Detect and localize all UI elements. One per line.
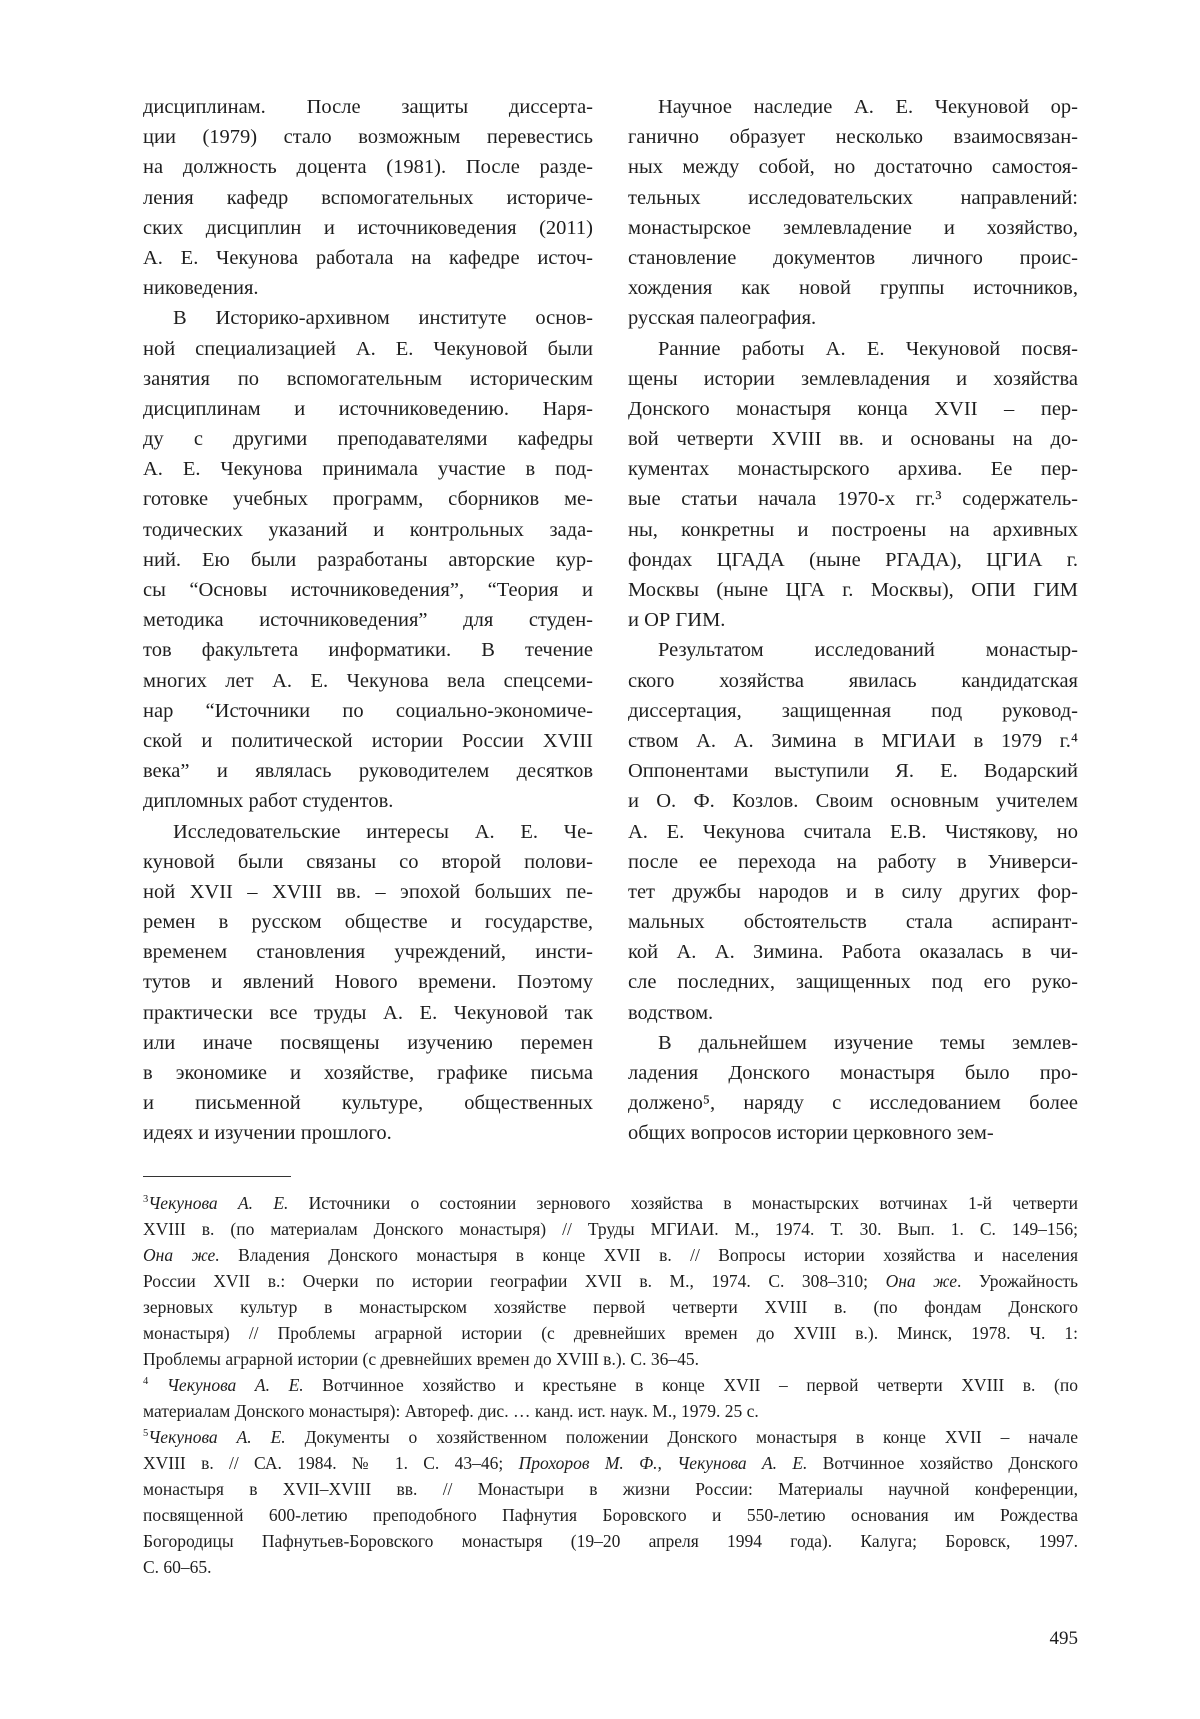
footnote-text: России XVII в.: Очерки по истории географии XVII в. М., 1974. С. 308–310; [143,1271,886,1291]
paragraph [143,92,593,303]
text-line: фондах ЦГАДА (ныне РГАДА), ЦГИА г. [628,545,1078,575]
paragraph [628,92,1078,334]
text-line: тет дружбы народов и в силу других фор- [628,877,1078,907]
author-name: Она же [886,1271,957,1291]
footnote-line [143,1476,1078,1502]
footnote-line [143,1398,1078,1424]
text-line: мальных обстоятельств стала аспирант- [628,907,1078,937]
footnote-text: монастыря) // Проблемы аграрной истории (с древнейших времен до XVIII в.). Минск, 1978. Ч. 1: [143,1323,1078,1343]
text-line: после ее перехода на работу в Универси- [628,847,1078,877]
text-line: ных между собой, но достаточно самостоя- [628,152,1078,182]
paragraph [143,817,593,1149]
footnote-text: Владения Донского монастыря в конце XVII в. // Вопросы истории хозяйства и населения [220,1245,1078,1265]
text-line: ны, конкретны и построены на архивных [628,515,1078,545]
text-line: ду с другими преподавателями кафедры [143,424,593,454]
text-line: на должность доцента (1981). После разде- [143,152,593,182]
text-line: Ранние работы А. Е. Чекуновой посвя- [628,334,1078,364]
text-line: дипломных работ студентов. [143,786,593,816]
text-line: дисциплинам и источниковедению. Наря- [143,394,593,424]
text-line: становление документов личного проис- [628,243,1078,273]
text-line: ганично образует несколько взаимосвязан- [628,122,1078,152]
footnote-separator [143,1176,291,1177]
text-line: водством. [628,998,1078,1028]
text-line: должено⁵, наряду с исследованием более [628,1088,1078,1118]
paragraph [628,635,1078,1027]
paragraph [628,334,1078,636]
text-line: хождения как новой группы источников, [628,273,1078,303]
text-column-right [628,92,1078,1149]
text-line: ством А. А. Зимина в МГИАИ в 1979 г.⁴ [628,726,1078,756]
footnote-number: 5 [143,1428,148,1439]
text-line: временем становления учреждений, инсти- [143,937,593,967]
author-name: Чекунова А. Е. [148,1427,285,1447]
text-line: вые статьи начала 1970-х гг.³ содержатель- [628,484,1078,514]
footnote-text: С. 60–65. [143,1557,212,1577]
footnote-text: материалам Донского монастыря): Автореф. дис. … канд. ист. наук. М., 1979. 25 с. [143,1401,759,1421]
author-name: Прохоров М. Ф., Чекунова А. Е. [519,1453,808,1473]
page-number: 495 [1050,1628,1079,1650]
text-line: монастырское землевладение и хозяйство, [628,213,1078,243]
paragraph [143,303,593,816]
footnote-text: Документы о хозяйственном положении Донского монастыря в конце XVII – начале [286,1427,1078,1447]
text-line: ладения Донского монастыря было про- [628,1058,1078,1088]
footnote-line [143,1242,1078,1268]
text-line: Москвы (ныне ЦГА г. Москвы), ОПИ ГИМ [628,575,1078,605]
text-line: готовке учебных программ, сборников ме- [143,484,593,514]
footnote-text: зерновых культур в монастырском хозяйстве первой четверти XVIII в. (по фондам Донского [143,1297,1078,1317]
footnote-text: монастыря в XVII–XVIII вв. // Монастыри в жизни России: Материалы научной конференции, [143,1479,1078,1499]
text-line: никоведения. [143,273,593,303]
text-column-left [143,92,593,1149]
text-line: занятия по вспомогательным историческим [143,364,593,394]
footnote-line [143,1528,1078,1554]
author-name: Чекунова А. Е. [148,1193,288,1213]
text-line: кой А. А. Зимина. Работа оказалась в чи- [628,937,1078,967]
text-line: ского хозяйства явилась кандидатская [628,666,1078,696]
text-line: ной XVII – XVIII вв. – эпохой больших пе- [143,877,593,907]
text-line: Оппонентами выступили Я. Е. Водарский [628,756,1078,786]
footnote-number: 4 [143,1376,148,1387]
footnote-line [143,1320,1078,1346]
text-line: ления кафедр вспомогательных историче- [143,183,593,213]
text-line: века” и являлась руководителем десятков [143,756,593,786]
text-line: ских дисциплин и источниковедения (2011) [143,213,593,243]
text-line: сле последних, защищенных под его руко- [628,967,1078,997]
footnotes [143,1190,1078,1580]
text-line: и ОР ГИМ. [628,605,1078,635]
footnote-text: посвященной 600-летию преподобного Пафнутия Боровского и 550-летию основания им Рождества [143,1505,1078,1525]
text-line: кументах монастырского архива. Ее пер- [628,454,1078,484]
footnote-text: XVIII в. // СА. 1984. № 1. С. 43–46; [143,1453,519,1473]
text-line: куновой были связаны со второй полови- [143,847,593,877]
text-line: сы “Основы источниковедения”, “Теория и [143,575,593,605]
text-line: А. Е. Чекунова работала на кафедре источ- [143,243,593,273]
text-line: А. Е. Чекунова принимала участие в под- [143,454,593,484]
footnote-line [143,1450,1078,1476]
text-line: диссертация, защищенная под руковод- [628,696,1078,726]
footnote-line [143,1424,1078,1450]
text-line: Научное наследие А. Е. Чекуновой ор- [628,92,1078,122]
footnote-text: XVIII в. (по материалам Донского монастыря) // Труды МГИАИ. М., 1974. Т. 30. Вып. 1. С. 149–156; [143,1219,1078,1239]
text-line: Исследовательские интересы А. Е. Че- [143,817,593,847]
text-line: методика источниковедения” для студен- [143,605,593,635]
footnote-line [143,1346,1078,1372]
footnote-line [143,1502,1078,1528]
paragraph [628,1028,1078,1149]
footnote-line [143,1216,1078,1242]
footnote-text: Богородицы Пафнутьев-Боровского монастыря (19–20 апреля 1994 года). Калуга; Боровск, 1997. [143,1531,1078,1551]
text-line: ремен в русском обществе и государстве, [143,907,593,937]
footnote-line [143,1372,1078,1398]
text-line: тутов и явлений Нового времени. Поэтому [143,967,593,997]
author-name: Чекунова А. Е. [148,1375,303,1395]
text-line: А. Е. Чекунова считала Е.В. Чистякову, но [628,817,1078,847]
text-line: ний. Ею были разработаны авторские кур- [143,545,593,575]
text-line: ской и политической истории России XVIII [143,726,593,756]
author-name: Она же. [143,1245,220,1265]
footnote-text: . Урожайность [957,1271,1078,1291]
text-line: ции (1979) стало возможным перевестись [143,122,593,152]
footnote-text: Вотчинное хозяйство Донского [807,1453,1078,1473]
text-line: многих лет А. Е. Чекунова вела спецсеми- [143,666,593,696]
footnote-text: Проблемы аграрной истории (с древнейших времен до XVIII в.). С. 36–45. [143,1349,699,1369]
text-line: В дальнейшем изучение темы землев- [628,1028,1078,1058]
footnote-line [143,1190,1078,1216]
text-line: вой четверти XVIII вв. и основаны на до- [628,424,1078,454]
text-line: в экономике и хозяйстве, графике письма [143,1058,593,1088]
text-line: практически все труды А. Е. Чекуновой так [143,998,593,1028]
text-line: тодических указаний и контрольных зада- [143,515,593,545]
footnote-line [143,1268,1078,1294]
text-line: щены истории землевладения и хозяйства [628,364,1078,394]
text-line: Донского монастыря конца XVII – пер- [628,394,1078,424]
text-line: В Историко-архивном институте основ- [143,303,593,333]
footnote-text: Вотчинное хозяйство и крестьяне в конце XVII – первой четверти XVIII в. (по [304,1375,1078,1395]
text-line: тов факультета информатики. В течение [143,635,593,665]
text-line: идеях и изучении прошлого. [143,1118,593,1148]
text-line: русская палеография. [628,303,1078,333]
text-line: общих вопросов истории церковного зем- [628,1118,1078,1148]
text-line: или иначе посвящены изучению перемен [143,1028,593,1058]
text-line: нар “Источники по социально-экономиче- [143,696,593,726]
footnote-line [143,1294,1078,1320]
text-line: и письменной культуре, общественных [143,1088,593,1118]
footnote-line [143,1554,1078,1580]
footnote-text: Источники о состоянии зернового хозяйства в монастырских вотчинах 1-й четверти [288,1193,1078,1213]
text-line: и О. Ф. Козлов. Своим основным учителем [628,786,1078,816]
text-line: Результатом исследований монастыр- [628,635,1078,665]
text-line: тельных исследовательских направлений: [628,183,1078,213]
footnote-number: 3 [143,1194,148,1205]
text-line: дисциплинам. После защиты диссерта- [143,92,593,122]
text-line: ной специализацией А. Е. Чекуновой были [143,334,593,364]
